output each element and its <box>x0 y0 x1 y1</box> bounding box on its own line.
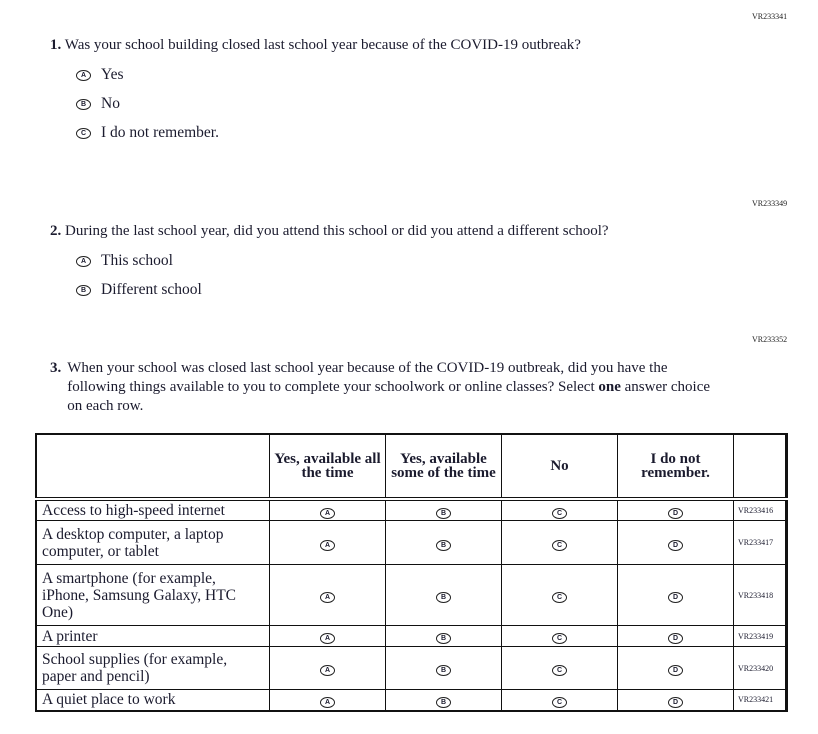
row-label: Access to high-speed internet <box>36 499 270 521</box>
radio-bubble-icon[interactable]: D <box>668 508 683 519</box>
option-label: I do not remember. <box>101 124 219 141</box>
question-3 <box>50 359 710 416</box>
radio-bubble-icon[interactable]: C <box>552 697 567 708</box>
answer-cell[interactable] <box>618 499 734 521</box>
answer-cell[interactable] <box>270 647 386 690</box>
radio-bubble-icon[interactable]: A <box>76 70 91 81</box>
column-header: Yes, available all the time <box>270 434 386 499</box>
blank-header <box>36 434 270 499</box>
radio-bubble-icon[interactable]: B <box>76 285 91 296</box>
option-label: This school <box>101 252 173 269</box>
code-header <box>734 434 787 499</box>
row-label: School supplies (for example, paper and pencil) <box>36 647 270 690</box>
table-row <box>36 647 787 690</box>
radio-bubble-icon[interactable]: B <box>436 697 451 708</box>
option-label: Different school <box>101 281 202 298</box>
answer-cell[interactable] <box>386 647 502 690</box>
answer-cell[interactable] <box>618 690 734 711</box>
answer-cell[interactable] <box>502 626 618 647</box>
radio-bubble-icon[interactable]: C <box>552 592 567 603</box>
option-a[interactable] <box>76 252 173 270</box>
availability-grid <box>35 433 788 712</box>
radio-bubble-icon[interactable]: B <box>436 633 451 644</box>
answer-cell[interactable] <box>502 499 618 521</box>
radio-bubble-icon[interactable]: C <box>76 128 91 139</box>
radio-bubble-icon[interactable]: B <box>436 540 451 551</box>
answer-cell[interactable] <box>618 647 734 690</box>
question-code: VR233352 <box>752 335 788 344</box>
answer-cell[interactable] <box>502 690 618 711</box>
radio-bubble-icon[interactable]: B <box>76 99 91 110</box>
radio-bubble-icon[interactable]: A <box>320 540 335 551</box>
option-label: No <box>101 95 120 112</box>
radio-bubble-icon[interactable]: D <box>668 540 683 551</box>
answer-cell[interactable] <box>386 565 502 626</box>
radio-bubble-icon[interactable]: D <box>668 633 683 644</box>
answer-cell[interactable] <box>502 565 618 626</box>
radio-bubble-icon[interactable]: B <box>436 665 451 676</box>
column-header: No <box>502 434 618 499</box>
answer-cell[interactable] <box>502 647 618 690</box>
question-1 <box>50 36 730 55</box>
radio-bubble-icon[interactable]: B <box>436 592 451 603</box>
question-code: VR233349 <box>752 199 788 208</box>
answer-cell[interactable] <box>270 626 386 647</box>
row-code: VR233418 <box>734 565 787 626</box>
option-label: Yes <box>101 66 124 83</box>
question-text: When your school was closed last school year because of the COVID-19 outbreak, did you have the following things available to you to complete your schoolwork or online classes? Select one answer choice on each row. <box>67 360 711 414</box>
question-number: 2. <box>50 223 62 239</box>
row-code: VR233421 <box>734 690 787 711</box>
column-header: I do not remember. <box>618 434 734 499</box>
answer-cell[interactable] <box>270 565 386 626</box>
option-b[interactable] <box>76 95 120 113</box>
row-code: VR233417 <box>734 521 787 565</box>
row-label: A printer <box>36 626 270 647</box>
radio-bubble-icon[interactable]: C <box>552 508 567 519</box>
radio-bubble-icon[interactable]: D <box>668 592 683 603</box>
question-code: VR233341 <box>752 12 788 21</box>
radio-bubble-icon[interactable]: A <box>76 256 91 267</box>
question-number: 3. <box>50 360 62 376</box>
radio-bubble-icon[interactable]: D <box>668 665 683 676</box>
radio-bubble-icon[interactable]: A <box>320 633 335 644</box>
answer-cell[interactable] <box>502 521 618 565</box>
radio-bubble-icon[interactable]: D <box>668 697 683 708</box>
option-b[interactable] <box>76 281 202 299</box>
answer-cell[interactable] <box>386 626 502 647</box>
row-code: VR233416 <box>734 499 787 521</box>
radio-bubble-icon[interactable]: B <box>436 508 451 519</box>
answer-cell[interactable] <box>386 521 502 565</box>
question-text: During the last school year, did you attend this school or did you attend a different school? <box>65 223 609 239</box>
question-text: Was your school building closed last school year because of the COVID-19 outbreak? <box>64 37 581 53</box>
row-label: A smartphone (for example, iPhone, Samsung Galaxy, HTC One) <box>36 565 270 626</box>
radio-bubble-icon[interactable]: C <box>552 540 567 551</box>
answer-cell[interactable] <box>270 499 386 521</box>
table-row <box>36 565 787 626</box>
answer-cell[interactable] <box>618 565 734 626</box>
answer-cell[interactable] <box>270 521 386 565</box>
row-code: VR233419 <box>734 626 787 647</box>
table-row <box>36 521 787 565</box>
answer-cell[interactable] <box>618 521 734 565</box>
question-number: 1. <box>50 37 62 53</box>
answer-cell[interactable] <box>386 690 502 711</box>
radio-bubble-icon[interactable]: C <box>552 633 567 644</box>
question-2 <box>50 222 730 241</box>
table-row <box>36 690 787 711</box>
row-code: VR233420 <box>734 647 787 690</box>
row-label: A quiet place to work <box>36 690 270 711</box>
radio-bubble-icon[interactable]: A <box>320 665 335 676</box>
answer-cell[interactable] <box>270 690 386 711</box>
table-row <box>36 499 787 521</box>
radio-bubble-icon[interactable]: A <box>320 592 335 603</box>
table-row <box>36 626 787 647</box>
radio-bubble-icon[interactable]: A <box>320 697 335 708</box>
column-header: Yes, available some of the time <box>386 434 502 499</box>
option-a[interactable] <box>76 66 124 84</box>
answer-cell[interactable] <box>386 499 502 521</box>
answer-cell[interactable] <box>618 626 734 647</box>
row-label: A desktop computer, a laptop computer, or tablet <box>36 521 270 565</box>
option-c[interactable] <box>76 124 219 142</box>
radio-bubble-icon[interactable]: A <box>320 508 335 519</box>
radio-bubble-icon[interactable]: C <box>552 665 567 676</box>
